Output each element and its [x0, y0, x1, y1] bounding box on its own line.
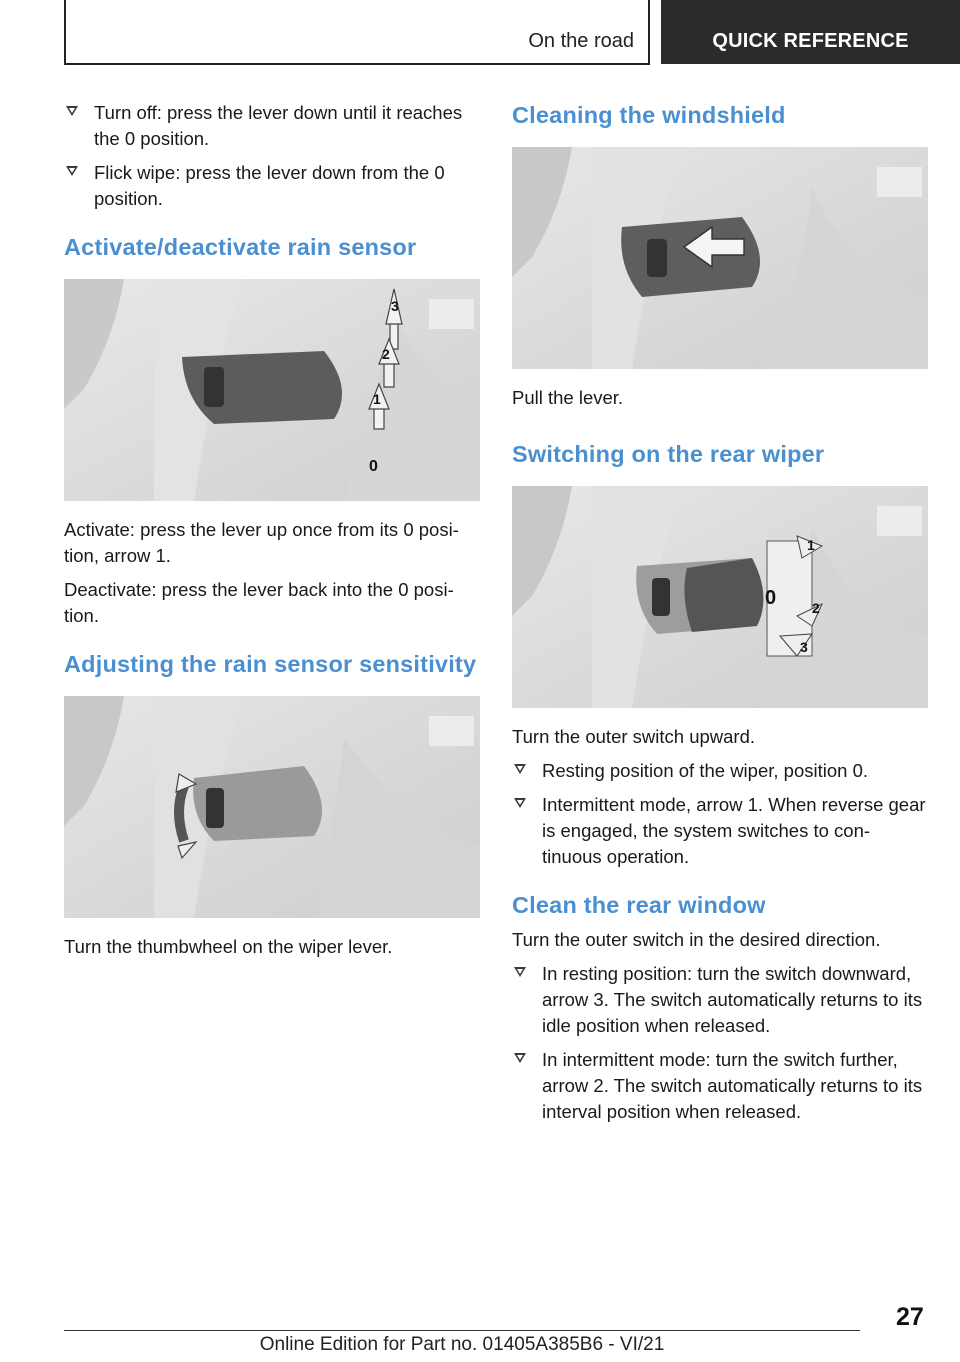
heading-rain-sensor: Activate/deactivate rain sensor	[64, 234, 417, 260]
triangle-bullet-icon	[514, 764, 526, 774]
heading-sensitivity: Adjusting the rain sensor sensitivity	[64, 651, 477, 677]
left-column	[64, 100, 480, 968]
list-item: In intermittent mode: turn the switch further, arrow 2. The switch automatically returns to its interval position when released.	[512, 1047, 928, 1125]
triangle-bullet-icon	[514, 1053, 526, 1063]
arrow-label: 2	[812, 600, 820, 616]
rain-sensor-illustration	[64, 279, 480, 501]
header-rule	[64, 63, 650, 65]
list-item: Flick wipe: press the lever down from the 0 position.	[64, 160, 480, 212]
paragraph-turn-direction: Turn the outer switch in the desired direction.	[512, 929, 881, 950]
paragraph-thumbwheel: Turn the thumbwheel on the wiper lever.	[64, 936, 393, 957]
page-number: 27	[896, 1303, 924, 1331]
arrow-label: 0	[765, 587, 777, 609]
header-divider	[648, 0, 650, 64]
arrow-label: 3	[391, 298, 399, 314]
section-title: On the road	[528, 30, 634, 52]
windshield-illustration	[512, 147, 928, 369]
list-item: Turn off: press the lever down until it reaches the 0 position.	[64, 100, 480, 152]
quick-reference-tab[interactable]: QUICK REFERENCE	[661, 0, 960, 64]
arrow-label: 2	[382, 346, 390, 362]
footer-rule	[64, 1330, 860, 1331]
edition-footer: Online Edition for Part no. 01405A385B6 - VI/21	[259, 1334, 665, 1355]
paragraph-activate: Activate: press the lever up once from its 0 posi-tion, arrow 1.	[64, 519, 459, 566]
heading-rear-wiper: Switching on the rear wiper	[512, 441, 825, 467]
triangle-bullet-icon	[514, 967, 526, 977]
thumbwheel-illustration	[64, 696, 480, 918]
arrow-label: 1	[373, 391, 381, 407]
rear-wiper-illustration	[512, 486, 928, 708]
heading-windshield: Cleaning the windshield	[512, 102, 786, 128]
arrow-label: 0	[369, 458, 378, 475]
list-item: Resting position of the wiper, position 0.	[512, 758, 928, 784]
list-item: In resting position: turn the switch downward, arrow 3. The switch automatically returns to its idle position when released.	[512, 961, 928, 1039]
arrow-label: 1	[807, 537, 815, 553]
triangle-bullet-icon	[66, 166, 78, 176]
paragraph-pull: Pull the lever.	[512, 387, 624, 408]
header-divider	[64, 0, 66, 64]
arrow-label: 3	[800, 639, 808, 655]
triangle-bullet-icon	[66, 106, 78, 116]
triangle-bullet-icon	[514, 798, 526, 808]
heading-clean-rear: Clean the rear window	[512, 892, 766, 918]
list-item: Intermittent mode, arrow 1. When reverse gear is engaged, the system switches to con-tinuous operation.	[512, 792, 928, 870]
paragraph-turn-upward: Turn the outer switch upward.	[512, 726, 756, 747]
right-column	[512, 100, 928, 1133]
paragraph-deactivate: Deactivate: press the lever back into the 0 posi-tion.	[64, 579, 454, 626]
